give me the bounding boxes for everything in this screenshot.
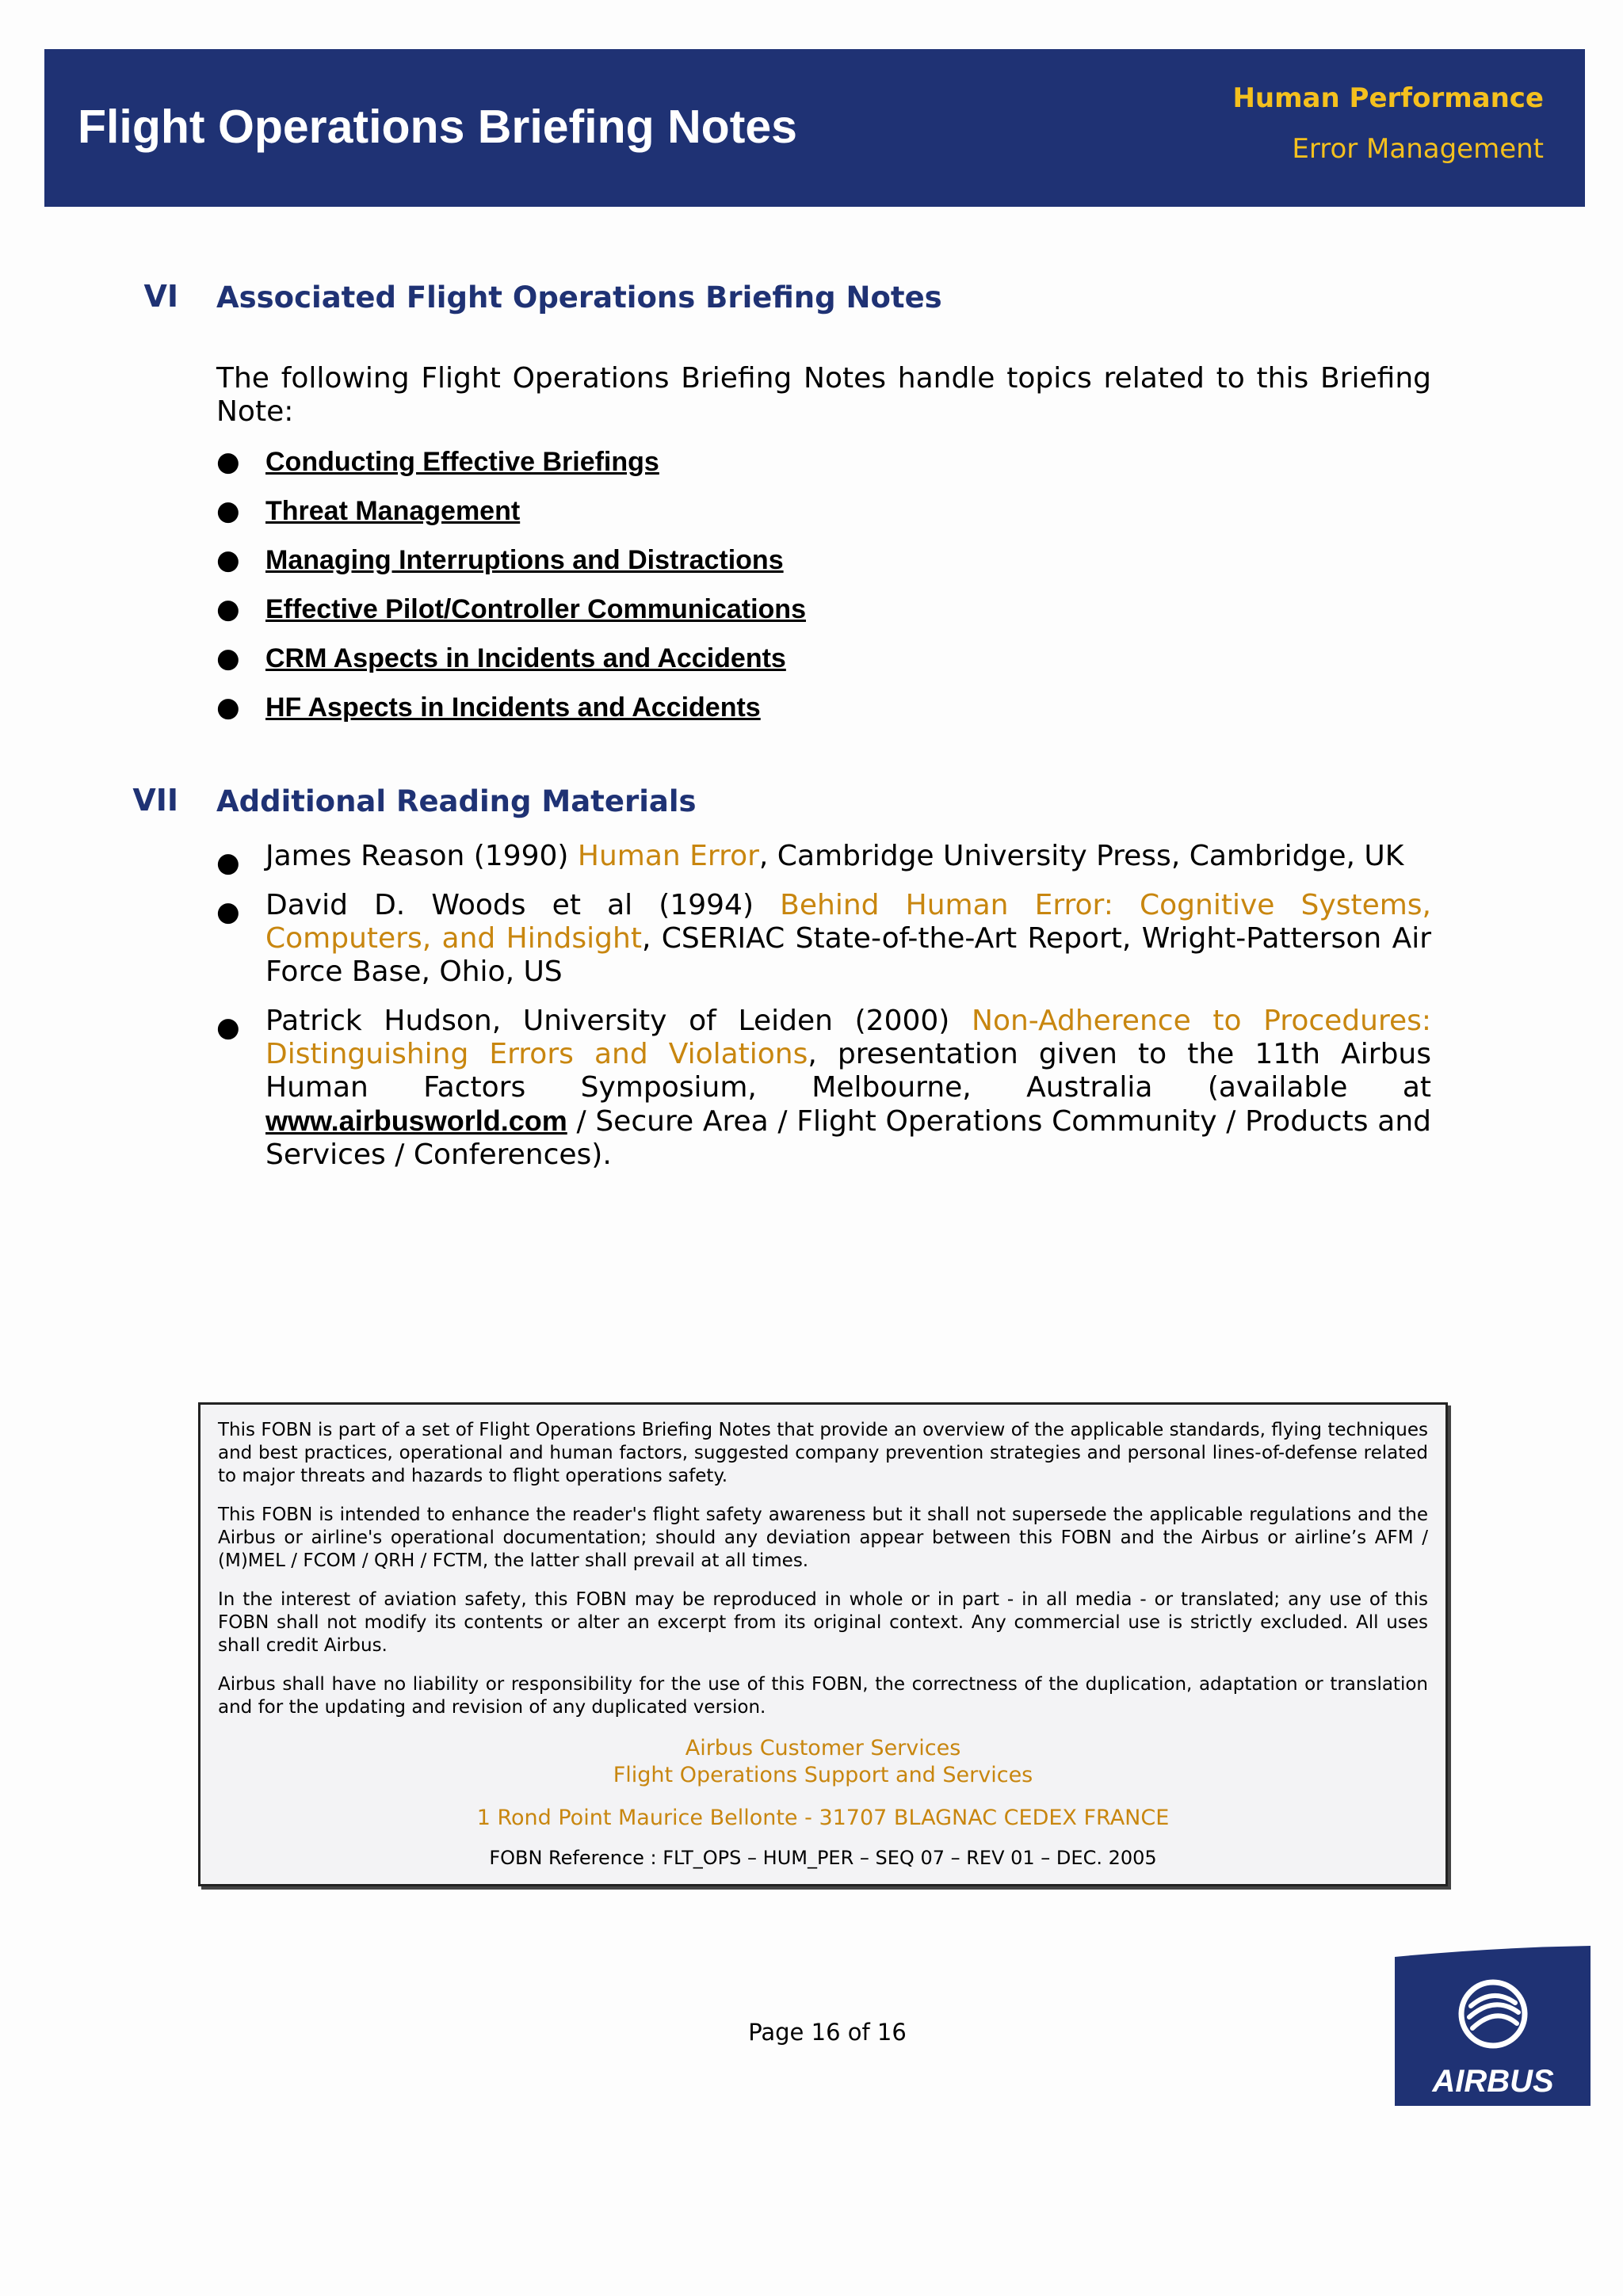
- disclaimer-paragraph: In the interest of aviation safety, this FOBN may be reproduced in whole or in part - in all media - or translated; any use of this FOBN shall not modify its contents or alter an excerpt from its original context. Any commercial use is strictly excluded. All uses shall credit Airbus.: [218, 1589, 1428, 1656]
- fobn-reference: FOBN Reference : FLT_OPS – HUM_PER – SEQ 07 – REV 01 – DEC. 2005: [489, 1847, 1157, 1869]
- disclaimer-paragraph: This FOBN is intended to enhance the reader's flight safety awareness but it shall not supersede the applicable regulations and the Airbus or airline's operational documentation; should any deviation appear between this FOBN and the Airbus or airline’s AFM / (M)MEL / FCOM / QRH / FCTM, the latter shall prevail at all times.: [218, 1505, 1428, 1571]
- list-item: [216, 437, 1431, 486]
- page-number: Page 16 of 16: [748, 2019, 907, 2046]
- list-item: [216, 486, 1431, 536]
- list-item: [216, 683, 1431, 732]
- reference-authors: David D. Woods et al (1994): [265, 889, 781, 921]
- section-6-intro: The following Flight Operations Briefing Notes handle topics related to this Briefing Note:: [216, 362, 1431, 428]
- bullet-icon: ●: [216, 593, 240, 625]
- document-title: Flight Operations Briefing Notes: [78, 101, 797, 153]
- reference-publisher: , presentation given to the 11th Airbus Human Factors Symposium, Melbourne, Australia (available at: [265, 1038, 1432, 1104]
- bullet-icon: ●: [216, 643, 240, 674]
- bullet-icon: ●: [216, 1012, 240, 1043]
- briefing-note-link[interactable]: HF Aspects in Incidents and Accidents: [265, 692, 761, 723]
- reference-authors: Patrick Hudson, University of Leiden (2000): [265, 1005, 972, 1037]
- list-item: [216, 889, 1431, 989]
- reference-publisher: , Cambridge University Press, Cambridge, UK: [758, 840, 1404, 872]
- organization-name: Airbus Customer Services: [685, 1736, 961, 1760]
- header-subtopic: Error Management: [1292, 133, 1544, 165]
- section-6-title: Associated Flight Operations Briefing Notes: [216, 280, 942, 315]
- reference-publisher: , CSERIAC State-of-the-Art Report, Wright-Patterson Air Force Base, Ohio, US: [265, 922, 1432, 988]
- organization-address: 1 Rond Point Maurice Bellonte - 31707 BLAGNAC CEDEX FRANCE: [476, 1806, 1170, 1830]
- section-7-title: Additional Reading Materials: [216, 784, 697, 818]
- document-header: [44, 49, 1585, 207]
- briefing-note-link[interactable]: Managing Interruptions and Distractions: [265, 545, 784, 575]
- list-item: [216, 634, 1431, 683]
- briefing-note-link[interactable]: Threat Management: [265, 496, 521, 526]
- briefing-note-link[interactable]: CRM Aspects in Incidents and Accidents: [265, 643, 786, 673]
- briefing-note-link[interactable]: Conducting Effective Briefings: [265, 447, 659, 477]
- reference-path: / Secure Area / Flight Operations Community / Products and Services / Conferences).: [265, 1105, 1431, 1171]
- list-item: [216, 536, 1431, 585]
- section-7-number: VII: [132, 783, 178, 818]
- airbusworld-link[interactable]: www.airbusworld.com: [265, 1104, 567, 1137]
- bullet-icon: ●: [216, 847, 240, 879]
- disclaimer-paragraph: This FOBN is part of a set of Flight Operations Briefing Notes that provide an overview of the applicable standards, flying techniques and best practices, operational and human factors, suggested company prevention strategies and personal lines-of-defense related to major threats and hazards to flight operations safety.: [218, 1420, 1428, 1486]
- header-topic: Human Performance: [1232, 82, 1544, 114]
- airbus-logo-text: AIRBUS: [1432, 2064, 1554, 2099]
- briefing-note-link[interactable]: Effective Pilot/Controller Communications: [265, 594, 806, 624]
- bullet-icon: ●: [216, 446, 240, 478]
- reference-title: Human Error: [577, 840, 759, 872]
- bullet-icon: ●: [216, 896, 240, 928]
- organization-department: Flight Operations Support and Services: [613, 1763, 1033, 1787]
- list-item: [216, 840, 1431, 879]
- reference-title: Non-Adherence to Procedures: Distinguishing Errors and Violations: [265, 1005, 1431, 1070]
- list-item: [216, 585, 1431, 634]
- bullet-icon: ●: [216, 495, 240, 527]
- section-6-number: VI: [143, 279, 178, 314]
- briefing-notes-list: [216, 437, 1431, 732]
- disclaimer-box: [198, 1402, 1448, 1886]
- airbus-logo: [1395, 1946, 1591, 2106]
- disclaimer-paragraph: Airbus shall have no liability or responsibility for the use of this FOBN, the correctness of the duplication, adaptation or translation and for the updating and revision of any duplicated version.: [218, 1674, 1428, 1718]
- reference-authors: James Reason (1990): [265, 840, 578, 872]
- bullet-icon: ●: [216, 692, 240, 723]
- list-item: [216, 1005, 1431, 1172]
- bullet-icon: ●: [216, 544, 240, 576]
- reading-materials-list: [216, 840, 1431, 1188]
- reference-title: Behind Human Error: Cognitive Systems, Computers, and Hindsight: [265, 889, 1431, 955]
